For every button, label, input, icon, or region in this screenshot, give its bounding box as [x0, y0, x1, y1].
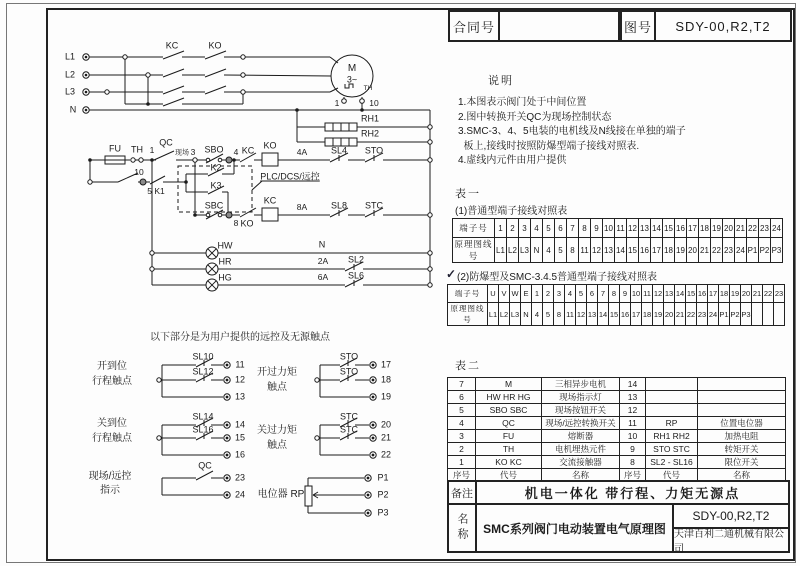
terminal-cell: 5	[543, 219, 555, 238]
terminal-cell: 13	[587, 303, 598, 326]
terminal-cell: 23	[774, 285, 785, 303]
component-cell: 转矩开关	[698, 443, 786, 456]
terminal-cell: L1	[495, 238, 507, 263]
circuit-label: 4	[233, 146, 239, 157]
terminal-cell: L2	[507, 238, 519, 263]
terminal-cell: 20	[741, 285, 752, 303]
terminal-cell: 11	[565, 303, 576, 326]
terminal-cell: 15	[627, 238, 639, 263]
terminal-cell: 3	[519, 219, 531, 238]
terminal-cell: 14	[651, 219, 663, 238]
notes-block	[458, 72, 788, 169]
terminal-cell: 2	[543, 285, 554, 303]
terminal-cell: 16	[675, 219, 687, 238]
circuit-label: 12	[234, 374, 246, 385]
component-cell: 4	[448, 417, 476, 430]
terminal-cell: N	[521, 303, 532, 326]
circuit-label: 22	[380, 449, 392, 460]
terminal-cell: 14	[598, 303, 609, 326]
terminal-cell: 16	[620, 303, 631, 326]
terminal-cell: 17	[708, 285, 719, 303]
circuit-label: SL6	[347, 270, 365, 281]
component-cell: 3	[448, 430, 476, 443]
circuit-label: 14	[234, 419, 246, 430]
terminal-cell: P1	[719, 303, 730, 326]
terminal-cell: 21	[699, 238, 711, 263]
terminal-cell: 8	[567, 238, 579, 263]
coil-ko-label: KO	[263, 140, 277, 151]
component-cell: 熔断器	[542, 430, 620, 443]
terminal-cell: 22	[711, 238, 723, 263]
motor-phase-label: 3~	[346, 74, 358, 85]
phase-l1-label: L1	[64, 51, 76, 62]
button-sbo-label: SBO	[204, 144, 224, 155]
note-line: 4.虚线内元件由用户提供	[458, 155, 567, 167]
terminal-cell: U	[488, 285, 499, 303]
circuit-label: SL2	[347, 254, 365, 265]
terminal-cell: 22	[763, 285, 774, 303]
terminal-cell: 12	[653, 285, 664, 303]
lamp-hw-label: HW	[217, 240, 233, 251]
note-line: 板上,接线时按照防爆型端子接线对照表.	[458, 140, 640, 152]
terminal-cell: 4	[531, 219, 543, 238]
terminal-cell: 12	[576, 303, 587, 326]
circuit-label: 开过力矩	[257, 367, 297, 378]
circuit-label: K3	[210, 180, 222, 191]
terminal-cell: L3	[510, 303, 521, 326]
component-cell: STO STC	[646, 443, 698, 456]
circuit-label: 4A	[296, 146, 308, 157]
circuit-label: 1	[149, 144, 155, 155]
circuit-label: 20	[380, 419, 392, 430]
note-line: 1.本图表示阀门处于中间位置	[458, 97, 587, 108]
component-cell	[698, 391, 786, 404]
terminal-cell: 4	[543, 238, 555, 263]
component-cell: SL2 - SL16	[646, 456, 698, 469]
terminal-cell: 21	[675, 303, 686, 326]
terminal-cell: 10	[631, 285, 642, 303]
terminal-cell: 21	[752, 285, 763, 303]
circuit-label: 16	[234, 449, 246, 460]
company-name: 天津百利二通机械有限公司	[672, 527, 790, 553]
note-line: 2.图中转换开关QC为现场控制状态	[458, 111, 612, 123]
terminal-cell: 11	[615, 219, 627, 238]
terminal-cell: 19	[675, 238, 687, 263]
note-line: 3.SMC-3、4、5电装的电机线及N线接在单独的端子	[458, 126, 686, 138]
circuit-label: SL16	[192, 424, 214, 435]
component-cell: RH1 RH2	[646, 430, 698, 443]
component-cell: 9	[620, 443, 646, 456]
circuit-label: 13	[234, 391, 246, 402]
component-cell: 11	[620, 417, 646, 430]
component-cell	[698, 404, 786, 417]
circuit-label: N	[318, 239, 326, 250]
component-cell: HW HR HG	[476, 391, 542, 404]
terminal-cell: 22	[747, 219, 759, 238]
component-cell: 序号	[620, 469, 646, 482]
component-cell: 12	[620, 404, 646, 417]
terminal-cell: 23	[697, 303, 708, 326]
component-cell: 13	[620, 391, 646, 404]
drawing-no-label: 图号	[620, 10, 656, 42]
terminal-cell: 4	[532, 303, 543, 326]
circuit-label: SL14	[192, 411, 214, 422]
terminal-cell: 8	[609, 285, 620, 303]
component-cell	[698, 378, 786, 391]
plc-dcs-label: PLC/DCS/远控	[260, 171, 320, 182]
circuit-label: 触点	[267, 440, 287, 451]
terminal-cell	[763, 303, 774, 326]
circuit-label: 8	[233, 217, 239, 228]
circuit-label: 行程触点	[92, 376, 132, 387]
circuit-label: SL12	[192, 366, 214, 377]
name-label: 名称	[447, 503, 477, 553]
remark-label: 备注	[447, 480, 477, 505]
terminal-cell: 23	[723, 238, 735, 263]
contract-no-label: 合同号	[448, 10, 500, 42]
circuit-label: QC	[198, 460, 212, 471]
checkmark-icon: ✓	[446, 267, 457, 281]
component-cell: 7	[448, 378, 476, 391]
terminal-cell: 17	[687, 219, 699, 238]
terminal-cell: L3	[519, 238, 531, 263]
circuit-label: 3	[190, 146, 196, 157]
circuit-label: K2	[210, 162, 222, 173]
circuit-label: STC	[340, 424, 358, 435]
component-cell: RP	[646, 417, 698, 430]
circuit-label: 17	[380, 359, 392, 370]
terminal-cell: 14	[675, 285, 686, 303]
terminal-cell: P2	[730, 303, 741, 326]
component-cell: 加热电阻	[698, 430, 786, 443]
button-sbc-label: SBC	[204, 200, 224, 211]
component-cell: TH	[476, 443, 542, 456]
circuit-label: 18	[380, 374, 392, 385]
component-cell: 名称	[698, 469, 786, 482]
component-cell: 电机埋热元件	[542, 443, 620, 456]
component-cell: SBO SBC	[476, 404, 542, 417]
contract-no-value	[498, 10, 620, 42]
terminal-cell: L2	[499, 303, 510, 326]
circuit-label: 指示	[100, 485, 120, 496]
terminal-cell: 6	[555, 219, 567, 238]
component-cell: 2	[448, 443, 476, 456]
terminal-cell: L1	[488, 303, 499, 326]
circuit-label: SL10	[192, 351, 214, 362]
terminal-cell: 18	[642, 303, 653, 326]
terminal-cell: 14	[615, 238, 627, 263]
terminal-cell: 19	[653, 303, 664, 326]
circuit-label: STC	[340, 411, 358, 422]
component-cell: 5	[448, 404, 476, 417]
terminal-cell: 22	[686, 303, 697, 326]
terminal-cell: P1	[747, 238, 759, 263]
terminal-cell: 9	[620, 285, 631, 303]
terminal-cell: 7	[567, 219, 579, 238]
component-cell: 序号	[448, 469, 476, 482]
coil-kc-label: KC	[263, 195, 277, 206]
terminal-cell: 端子号	[453, 219, 495, 238]
fuse-label: FU	[109, 143, 121, 154]
circuit-label: 现场/远控	[88, 471, 132, 482]
component-cell: 6	[448, 391, 476, 404]
circuit-label: 1	[334, 97, 340, 108]
component-cell: KO KC	[476, 456, 542, 469]
component-cell: 名称	[542, 469, 620, 482]
terminal-cell: 原理图线号	[448, 303, 488, 326]
circuit-label: 关到位	[97, 418, 127, 429]
terminal-cell: 5	[555, 238, 567, 263]
normal-terminal-table	[452, 218, 783, 263]
terminal-cell: 10	[603, 219, 615, 238]
terminal-cell: V	[499, 285, 510, 303]
explosion-proof-terminal-table	[447, 284, 785, 326]
notes-title: 说明	[488, 75, 514, 87]
terminal-cell: 4	[565, 285, 576, 303]
circuit-label: 10	[369, 97, 379, 108]
circuit-label: 开到位	[97, 361, 127, 372]
circuit-label: P1	[377, 472, 389, 483]
component-cell	[646, 404, 698, 417]
terminal-cell: 13	[664, 285, 675, 303]
component-cell: 代号	[646, 469, 698, 482]
component-cell: 现场按钮开关	[542, 404, 620, 417]
terminal-cell: P3	[771, 238, 783, 263]
component-cell	[646, 378, 698, 391]
terminal-cell: 17	[631, 303, 642, 326]
terminal-cell: 16	[639, 238, 651, 263]
terminal-cell: 15	[609, 303, 620, 326]
component-cell: M	[476, 378, 542, 391]
circuit-label: 关过力矩	[257, 425, 297, 436]
component-cell: 现场/远控转换开关	[542, 417, 620, 430]
table1b-title: (2)防爆型及SMC-3.4.5普通型端子接线对照表	[457, 272, 658, 283]
component-cell: 1	[448, 456, 476, 469]
component-cell: 限位开关	[698, 456, 786, 469]
circuit-label: 19	[380, 391, 392, 402]
terminal-cell: 23	[759, 219, 771, 238]
terminal-cell: N	[531, 238, 543, 263]
circuit-label: 8A	[296, 201, 308, 212]
drawing-no-value: SDY-00,R2,T2	[654, 10, 792, 42]
circuit-label: KC	[241, 145, 255, 156]
terminal-cell: 12	[627, 219, 639, 238]
circuit-label: P3	[377, 507, 389, 518]
circuit-label: 触点	[267, 382, 287, 393]
contactor-kc-label: KC	[165, 40, 179, 51]
phase-l3-label: L3	[64, 86, 76, 97]
circuit-label: 15	[234, 432, 246, 443]
component-cell: 三相异步电机	[542, 378, 620, 391]
component-cell: 代号	[476, 469, 542, 482]
terminal-cell: 13	[603, 238, 615, 263]
component-cell: 位置电位器	[698, 417, 786, 430]
terminal-cell: 12	[591, 238, 603, 263]
terminal-cell: 18	[719, 285, 730, 303]
terminal-cell: 19	[711, 219, 723, 238]
circuit-label: TH	[131, 144, 143, 155]
terminal-cell: 16	[697, 285, 708, 303]
circuit-label: 现场	[175, 149, 189, 157]
terminal-cell: 17	[651, 238, 663, 263]
circuit-label: 2A	[317, 255, 329, 266]
circuit-label: P2	[377, 489, 389, 500]
terminal-cell: 8	[579, 219, 591, 238]
circuit-label: STC	[365, 200, 383, 211]
terminal-cell: 原理图线号	[454, 239, 493, 261]
component-cell: 8	[620, 456, 646, 469]
terminal-cell: 1	[495, 219, 507, 238]
circuit-label: 5 K1	[147, 185, 165, 196]
component-cell: 现场指示灯	[542, 391, 620, 404]
circuit-label: 24	[234, 489, 246, 500]
lamp-hr-label: HR	[218, 256, 232, 267]
table1-section-label: 表一	[455, 188, 481, 200]
circuit-label: KO	[240, 218, 254, 229]
circuit-label: SL8	[330, 200, 348, 211]
terminal-cell: 1	[532, 285, 543, 303]
user-section-title: 以下部分是为用户提供的远控及无源触点	[150, 332, 330, 343]
terminal-cell: 18	[663, 238, 675, 263]
component-cell: QC	[476, 417, 542, 430]
contactor-ko-label: KO	[208, 40, 222, 51]
terminal-cell: 5	[543, 303, 554, 326]
circuit-label: STO	[339, 351, 359, 362]
component-list-table	[447, 377, 786, 482]
circuit-label: STO	[364, 145, 384, 156]
terminal-cell: 2	[507, 219, 519, 238]
circuit-label: STO	[339, 366, 359, 377]
phase-l2-label: L2	[64, 69, 76, 80]
component-cell: 10	[620, 430, 646, 443]
table2-section-label: 表二	[455, 360, 481, 372]
title-block-drawing-no: SDY-00,R2,T2	[672, 503, 790, 529]
terminal-cell	[752, 303, 763, 326]
terminal-cell: P2	[759, 238, 771, 263]
potentiometer-label: 电位器 RP	[257, 489, 305, 500]
circuit-label: 23	[234, 472, 246, 483]
remark-text: 机电一体化 带行程、力矩无源点	[475, 480, 790, 505]
component-cell: 交流接触器	[542, 456, 620, 469]
circuit-label: 10	[134, 166, 144, 177]
table1a-title: (1)普通型端子接线对照表	[455, 206, 568, 217]
drawing-title: SMC系列阀门电动装置电气原理图	[475, 503, 674, 553]
terminal-cell: P3	[741, 303, 752, 326]
terminal-cell: 20	[723, 219, 735, 238]
terminal-cell: 18	[699, 219, 711, 238]
heater-rh2-label: RH2	[360, 128, 380, 139]
terminal-cell: 24	[735, 238, 747, 263]
terminal-cell: 3	[554, 285, 565, 303]
motor-th-label: TH	[363, 84, 373, 92]
circuit-label: 11	[235, 359, 245, 370]
terminal-cell: 端子号	[448, 285, 488, 303]
circuit-label: 6A	[317, 271, 329, 282]
terminal-cell	[774, 303, 785, 326]
terminal-cell: W	[510, 285, 521, 303]
terminal-cell: 24	[708, 303, 719, 326]
terminal-cell: 5	[576, 285, 587, 303]
component-cell	[646, 391, 698, 404]
motor-label: M	[347, 63, 357, 74]
terminal-cell: 11	[642, 285, 653, 303]
terminal-cell: 15	[686, 285, 697, 303]
terminal-cell: 20	[664, 303, 675, 326]
heater-rh1-label: RH1	[360, 113, 380, 124]
terminal-cell: 21	[735, 219, 747, 238]
terminal-cell: 11	[579, 238, 591, 263]
terminal-cell: 19	[730, 285, 741, 303]
component-cell: FU	[476, 430, 542, 443]
terminal-cell: 6	[587, 285, 598, 303]
selector-qc-label: QC	[159, 137, 173, 148]
terminal-cell: 20	[687, 238, 699, 263]
terminal-cell: 24	[771, 219, 783, 238]
neutral-label: N	[69, 104, 77, 115]
circuit-label: 行程触点	[92, 433, 132, 444]
terminal-cell: E	[521, 285, 532, 303]
circuit-label: 21	[380, 432, 392, 443]
terminal-cell: 15	[663, 219, 675, 238]
lamp-hg-label: HG	[218, 272, 232, 283]
terminal-cell: 7	[598, 285, 609, 303]
component-cell: 14	[620, 378, 646, 391]
terminal-cell: 8	[554, 303, 565, 326]
terminal-cell: 9	[591, 219, 603, 238]
circuit-label: SL4	[330, 145, 348, 156]
terminal-cell: 13	[639, 219, 651, 238]
